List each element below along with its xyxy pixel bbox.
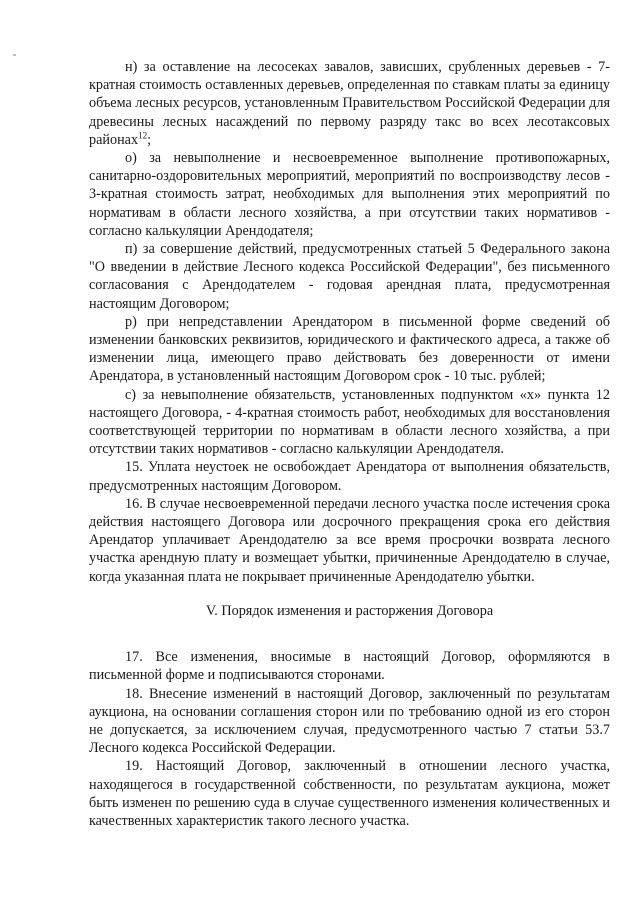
clause-r: р) при непредставлении Арендатором в письменной форме сведений об изменении банковских реквизитов, юридического и фактического адреса, а также об изменении лица, имеющего право действовать без доверенности от имени Арендатора, в установленный настоящим Договором срок - 10 тыс. рублей;: [89, 313, 610, 385]
clause-o: о) за невыполнение и несвоевременное выполнение противопожарных, санитарно-оздоровительных мероприятий, мероприятий по воспроизводству лесов - 3-кратная стоимость затрат, необходимых для выполнения этих мероприятий по нормативам в области лесного хозяйства, а при отсутствии таких нормативов - согласно калькуляции Арендодателя;: [89, 150, 610, 239]
footnote-ref: 12: [138, 130, 148, 141]
clause-n-tail: ;: [147, 131, 152, 148]
clause-n: [89, 58, 610, 149]
paragraph-19: 19. Настоящий Договор, заключенный в отношении лесного участка, находящегося в государственной собственности, по результатам аукциона, может быть изменен по решению суда в случае существенного изменения количественных и качественных характеристик такого лесного участка.: [89, 758, 610, 829]
paragraph-18: 18. Внесение изменений в настоящий Договор, заключенный по результатам аукциона, на основании соглашения сторон или по требованию одной из его сторон не допускается, за исключением случая, предусмотренного частью 7 статьи 53.7 Лесного кодекса Российской Федерации.: [89, 685, 610, 757]
clause-n-text: н) за оставление на лесосеках завалов, зависших, срубленных деревьев - 7-кратная стоимость оставленных деревьев, определенная по ставкам платы за единицу объема лесных ресурсов, установленным Правительством Российской Федерации для древесины лесных насаждений по первому разряду такс во всех лесотаксовых районах: [89, 59, 610, 148]
paragraph-15: 15. Уплата неустоек не освобождает Арендатора от выполнения обязательств, предусмотренных настоящим Договором.: [89, 459, 610, 494]
scan-mark: [13, 54, 16, 56]
clause-s: с) за невыполнение обязательств, установленных подпунктом «х» пункта 12 настоящего Договора, - 4-кратная стоимость работ, необходимых для восстановления соответствующей территории по нормативам в области лесного хозяйства, а при отсутствии таких нормативов - согласно калькуляции Арендодателя.: [89, 386, 610, 458]
paragraph-16: 16. В случае несвоевременной передачи лесного участка после истечения срока действия настоящего Договора или досрочного прекращения срока его действия Арендатор уплачивает Арендодателю за все время просрочки возврата лесного участка арендную плату и возмещает убытки, причиненные Арендодателю в случае, когда указанная плата не покрывает причиненные Арендодателю убытки.: [89, 495, 610, 585]
paragraph-17: 17. Все изменения, вносимые в настоящий Договор, оформляются в письменной форме и подписываются сторонами.: [89, 649, 610, 684]
section-heading: V. Порядок изменения и расторжения Договора: [205, 602, 494, 619]
clause-p: п) за совершение действий, предусмотренных статьей 5 Федерального закона "О введении в действие Лесного кодекса Российской Федерации", без письменного согласования с Арендодателем - годовая арендная плата, предусмотренная настоящим Договором;: [89, 241, 610, 312]
